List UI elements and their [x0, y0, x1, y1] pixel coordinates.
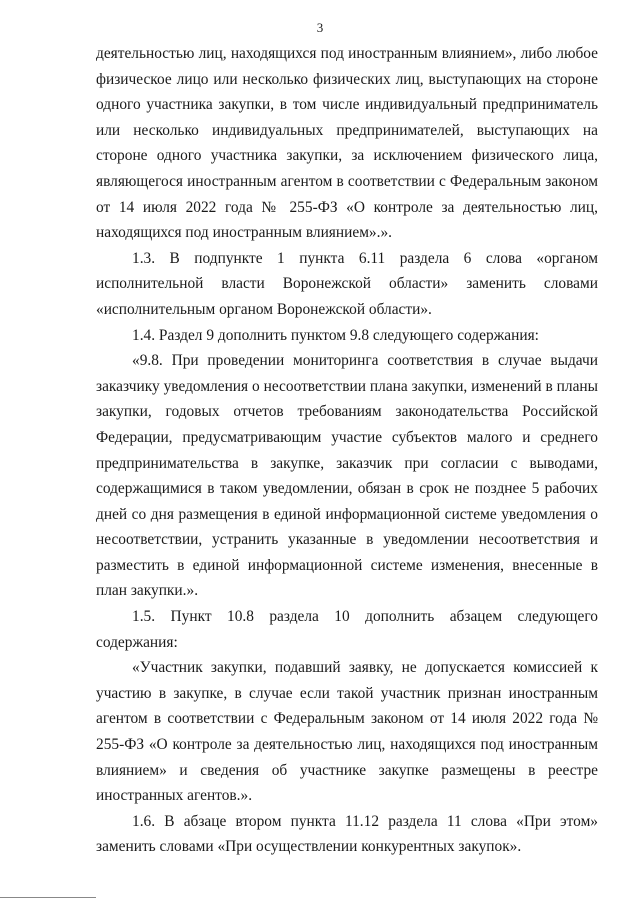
paragraph-1-3: 1.3. В подпункте 1 пункта 6.11 раздела 6 слова «органом исполнительной власти Воронежской области» заменить словами «исполнительным органом Воронежской области». [96, 249, 598, 318]
paragraph-1-4: 1.4. Раздел 9 дополнить пунктом 9.8 следующего содержания: [132, 326, 539, 344]
document-body [96, 41, 598, 860]
paragraph-1-5: 1.5. Пункт 10.8 раздела 10 дополнить абзацем следующего содержания: [96, 608, 598, 651]
paragraph-1-6: 1.6. В абзаце втором пункта 11.12 раздела 11 слова «При этом» заменить словами «При осуществлении конкурентных закупок». [96, 812, 598, 856]
paragraph-quote-participant: «Участник закупки, подавший заявку, не допускается комиссией к участию в закупке, в случае если такой участник признан иностранным агентом в соответствии с Федеральным законом от 14 июля 2022 года № 255-ФЗ «О контроле за деятельностью лиц, находящихся под иностранным влиянием» и сведения об участнике закупке размещены в реестре иностранных агентов.». [96, 659, 598, 805]
footer-divider [0, 897, 96, 898]
paragraph-continuation: деятельностью лиц, находящихся под иностранным влиянием», либо любое физическое лицо или несколько физических лиц, выступающих на стороне одного участника закупки, в том числе индивидуальный предприниматель или несколько индивидуальных предпринимателей, выступающих на стороне одного участника закупки, за исключением физического лица, являющегося иностранным агентом в соответствии с Федеральным законом от 14 июля 2022 года № 255-ФЗ «О контроле за деятельностью лиц, находящихся под иностранным влиянием».». [96, 45, 598, 242]
page-number: 3 [316, 20, 324, 35]
paragraph-9-8: «9.8. При проведении мониторинга соответствия в случае выдачи заказчику уведомления о несоответствии плана закупки, изменений в планы закупки, годовых отчетов требованиям законодательства Российской Федерации, предусматривающим участие субъектов малого и среднего предпринимательства в закупке, заказчик при согласии с выводами, содержащимися в таком уведомлении, обязан в срок не позднее 5 рабочих дней со дня размещения в единой информационной системе уведомления о несоответствии, устранить указанные в уведомлении несоответствия и разместить в единой информационной системе изменения, внесенные в план закупки.». [96, 352, 598, 600]
